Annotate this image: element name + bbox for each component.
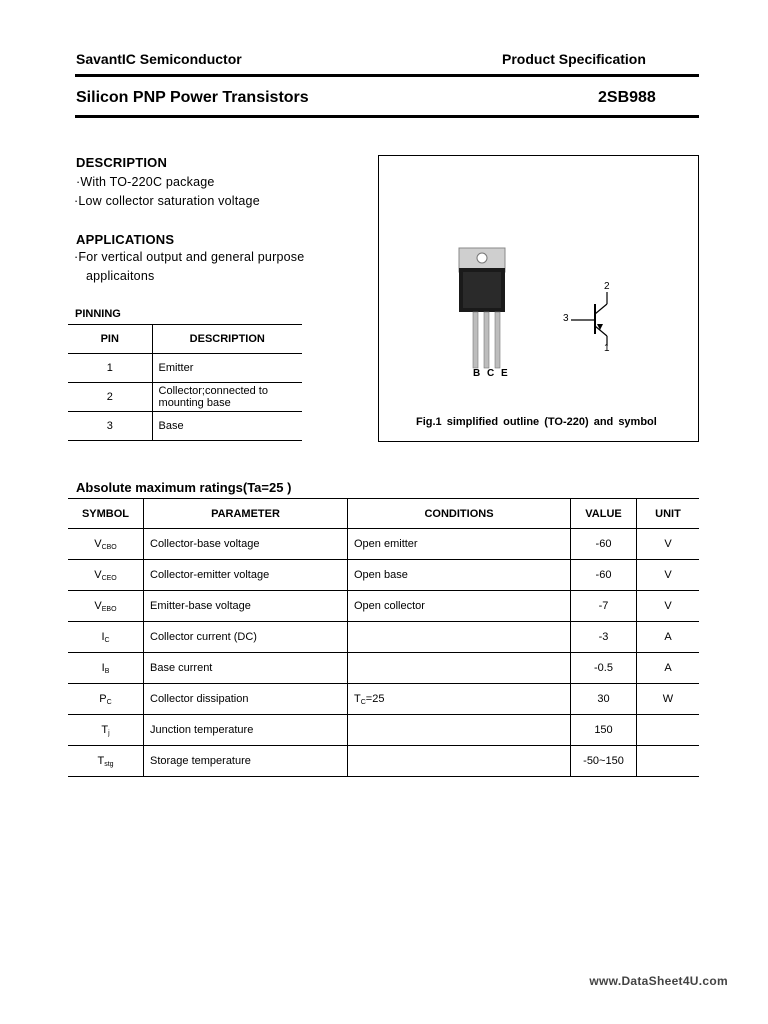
pin-description: Emitter [152, 354, 302, 383]
unit-cell: W [637, 684, 700, 715]
symbol-pin-1: 1 [604, 343, 610, 354]
table-row [68, 560, 699, 591]
symbol-cell: $V_{CBO}$ [68, 529, 144, 560]
pin-number: 3 [68, 412, 152, 441]
symbol-cell: $T_{stg}$ [68, 746, 144, 777]
table-row [68, 383, 302, 412]
parameter-cell: Junction temperature [144, 715, 348, 746]
conditions-cell [348, 715, 571, 746]
unit-cell [637, 746, 700, 777]
unit-cell [637, 715, 700, 746]
table-row [68, 653, 699, 684]
ratings-table [68, 498, 699, 777]
symbol-cell: $I_B$ [68, 653, 144, 684]
pinning-heading: PINNING [75, 308, 121, 320]
parameter-cell: Base current [144, 653, 348, 684]
symbol-header: SYMBOL [68, 499, 144, 529]
applications-line-1: ·For vertical output and general purpose [74, 250, 305, 264]
value-cell: -7 [571, 591, 637, 622]
symbol-cell: $P_C$ [68, 684, 144, 715]
parameter-cell: Collector dissipation [144, 684, 348, 715]
ratings-header-row [68, 499, 699, 529]
symbol-cell: $T_j$ [68, 715, 144, 746]
conditions-cell: Open collector [348, 591, 571, 622]
figure-box [378, 155, 699, 442]
applications-heading: APPLICATIONS [76, 232, 175, 247]
unit-cell: V [637, 591, 700, 622]
table-row [68, 412, 302, 441]
unit-cell: V [637, 529, 700, 560]
symbol-cell: $V_{CEO}$ [68, 560, 144, 591]
table-row [68, 354, 302, 383]
value-cell: -50~150 [571, 746, 637, 777]
pin-description-header: DESCRIPTION [152, 325, 302, 354]
part-number: 2SB988 [598, 89, 656, 106]
unit-header: UNIT [637, 499, 700, 529]
description-line-1: ·With TO-220C package [76, 175, 215, 189]
conditions-cell: $T_C=25$ [348, 684, 571, 715]
pin-header: PIN [68, 325, 152, 354]
symbol-pin-3: 3 [563, 313, 569, 324]
unit-cell: A [637, 622, 700, 653]
figure-caption: Fig.1 simplified outline (TO-220) and symbol [416, 416, 657, 428]
parameter-cell: Emitter-base voltage [144, 591, 348, 622]
symbol-cell: $I_C$ [68, 622, 144, 653]
conditions-cell: Open base [348, 560, 571, 591]
description-heading: DESCRIPTION [76, 155, 168, 170]
pinning-header-row [68, 325, 302, 354]
value-cell: 150 [571, 715, 637, 746]
parameter-cell: Collector current (DC) [144, 622, 348, 653]
conditions-cell [348, 746, 571, 777]
value-cell: -3 [571, 622, 637, 653]
value-cell: -60 [571, 560, 637, 591]
conditions-cell [348, 653, 571, 684]
value-cell: -60 [571, 529, 637, 560]
footer-watermark: www.DataSheet4U.com [589, 974, 728, 988]
table-row [68, 715, 699, 746]
package-outline-illustration [379, 156, 698, 441]
pin-number: 2 [68, 383, 152, 412]
pin-description: Base [152, 412, 302, 441]
header-rule-top [75, 74, 699, 77]
table-row [68, 622, 699, 653]
parameter-cell: Collector-base voltage [144, 529, 348, 560]
conditions-cell: Open emitter [348, 529, 571, 560]
table-row [68, 529, 699, 560]
table-row [68, 746, 699, 777]
parameter-cell: Storage temperature [144, 746, 348, 777]
company-name: SavantIC Semiconductor [76, 51, 242, 67]
unit-cell: V [637, 560, 700, 591]
applications-line-2: applicaitons [86, 269, 155, 283]
description-line-2: ·Low collector saturation voltage [74, 194, 260, 208]
pin-number: 1 [68, 354, 152, 383]
value-header: VALUE [571, 499, 637, 529]
table-row [68, 684, 699, 715]
ratings-heading: Absolute maximum ratings(Ta=25 ) [76, 480, 292, 495]
pinning-table [68, 324, 302, 441]
symbol-cell: $V_{EBO}$ [68, 591, 144, 622]
header-rule-bottom [75, 115, 699, 118]
value-cell: -0.5 [571, 653, 637, 684]
parameter-header: PARAMETER [144, 499, 348, 529]
unit-cell: A [637, 653, 700, 684]
symbol-pin-2: 2 [604, 281, 610, 292]
conditions-cell [348, 622, 571, 653]
spec-label: Product Specification [502, 51, 646, 67]
pin-description: Collector;connected to mounting base [152, 383, 302, 412]
table-row [68, 591, 699, 622]
conditions-header: CONDITIONS [348, 499, 571, 529]
lead-labels: B C E [473, 368, 510, 379]
page-title: Silicon PNP Power Transistors [76, 89, 309, 106]
value-cell: 30 [571, 684, 637, 715]
parameter-cell: Collector-emitter voltage [144, 560, 348, 591]
